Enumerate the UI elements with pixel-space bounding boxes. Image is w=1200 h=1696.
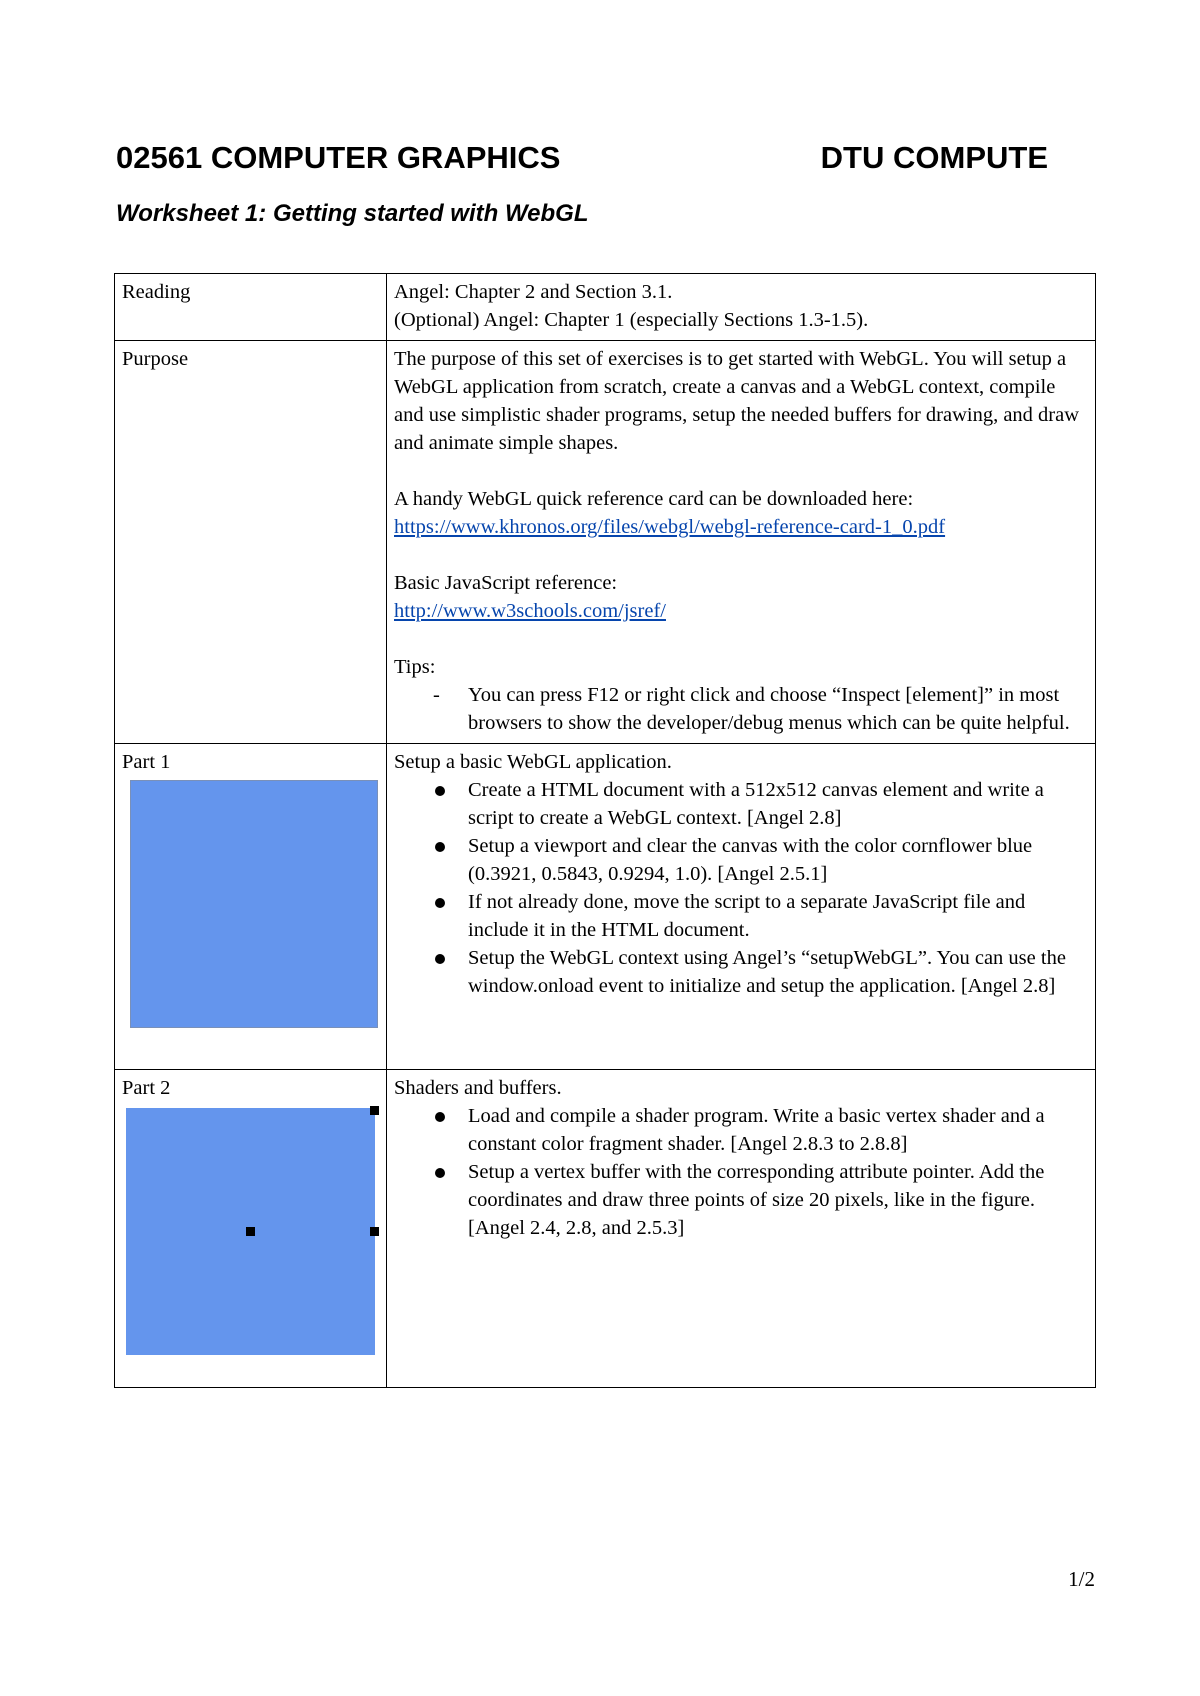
part1-figure-canvas (130, 780, 378, 1028)
js-reference-text: Basic JavaScript reference: (394, 572, 618, 594)
part1-label-cell (115, 744, 387, 1070)
part2-row (115, 1070, 1096, 1388)
purpose-content (387, 341, 1096, 744)
department-name: DTU COMPUTE (820, 140, 1048, 175)
part2-task: Setup a vertex buffer with the corresponding attribute pointer. Add the coordinates and draw three points of size 20 pixels, like in the figure. [Angel 2.4, 2.8, and 2.5.3] (468, 1158, 1089, 1242)
worksheet-table (114, 273, 1096, 1388)
purpose-row (115, 341, 1096, 744)
part1-task: Setup the WebGL context using Angel’s “setupWebGL”. You can use the window.onload event to initialize and setup the application. [Angel 2.8] (468, 944, 1089, 1000)
part1-label: Part 1 (122, 751, 171, 773)
part1-task: Create a HTML document with a 512x512 canvas element and write a script to create a WebGL context. [Angel 2.8] (468, 776, 1089, 832)
part1-task-list (394, 776, 1089, 1000)
document-header (116, 138, 1048, 178)
part2-task: Load and compile a shader program. Write a basic vertex shader and a constant color fragment shader. [Angel 2.8.3 to 2.8.8] (468, 1102, 1089, 1158)
part1-intro: Setup a basic WebGL application. (394, 751, 672, 773)
tip-item: - You can press F12 or right click and choose “Inspect [element]” in most browsers to show the developer/debug menus which can be quite helpful. (468, 681, 1089, 737)
reference-card-link[interactable]: https://www.khronos.org/files/webgl/webgl-reference-card-1_0.pdf (394, 516, 946, 538)
part2-label: Part 2 (122, 1077, 171, 1099)
page-number: 1/2 (1068, 1567, 1095, 1591)
part1-task: If not already done, move the script to a separate JavaScript file and include it in the HTML document. (468, 888, 1089, 944)
js-reference-link[interactable]: http://www.w3schools.com/jsref/ (394, 600, 666, 622)
tips-list (394, 681, 1089, 737)
reading-line: (Optional) Angel: Chapter 1 (especially Sections 1.3-1.5). (394, 309, 869, 331)
part1-content (387, 744, 1096, 1070)
reference-card-text: A handy WebGL quick reference card can be downloaded here: (394, 488, 914, 510)
purpose-label: Purpose (115, 341, 387, 744)
part2-figure-canvas (126, 1108, 375, 1355)
part2-task-list (394, 1102, 1089, 1242)
reading-row (115, 274, 1096, 341)
part2-intro: Shaders and buffers. (394, 1077, 562, 1099)
worksheet-subtitle: Worksheet 1: Getting started with WebGL (116, 200, 589, 227)
reading-line: Angel: Chapter 2 and Section 3.1. (394, 281, 673, 303)
tips-label: Tips: (394, 656, 436, 678)
part2-content (387, 1070, 1096, 1388)
figure-point (246, 1227, 255, 1236)
part1-row (115, 744, 1096, 1070)
reading-content (387, 274, 1096, 341)
figure-point (370, 1106, 379, 1115)
part2-label-cell (115, 1070, 387, 1388)
purpose-text: The purpose of this set of exercises is to get started with WebGL. You will setup a WebGL application from scratch, create a canvas and a WebGL context, compile and use simplistic shader programs, setup the needed buffers for drawing, and draw and animate simple shapes. (394, 348, 1080, 454)
part1-task: Setup a viewport and clear the canvas with the color cornflower blue (0.3921, 0.5843, 0.9294, 1.0). [Angel 2.5.1] (468, 832, 1089, 888)
reading-label: Reading (115, 274, 387, 341)
figure-point (370, 1227, 379, 1236)
course-title: 02561 COMPUTER GRAPHICS (116, 140, 561, 175)
